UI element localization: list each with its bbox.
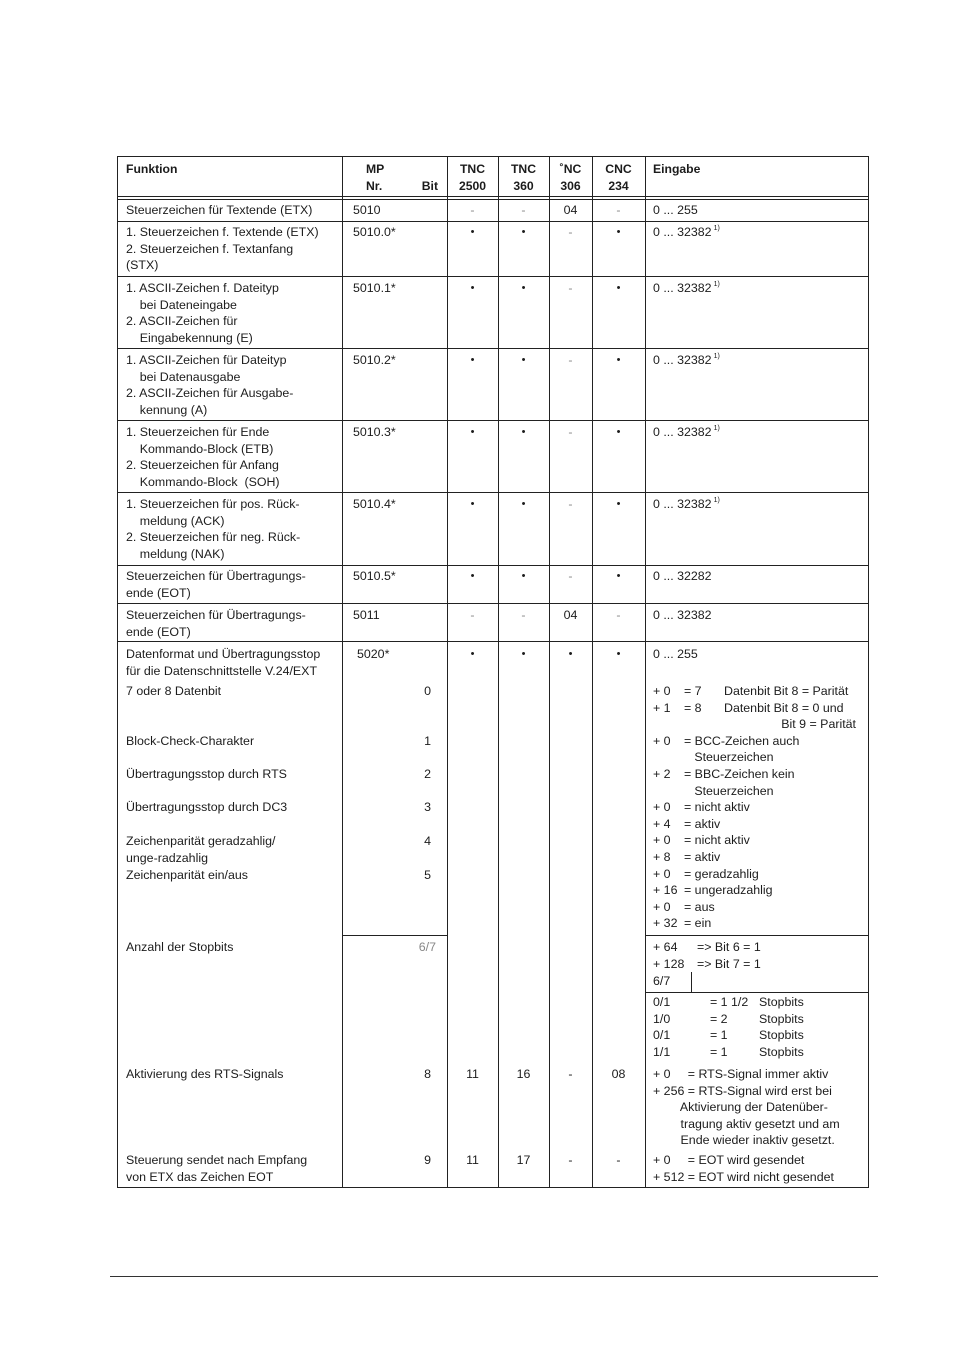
option-meaning: = ungeradzahlig [684,883,773,898]
option-meaning: = 8 [684,700,702,715]
bit-function-label: Übertragungsstop durch RTS [126,767,287,781]
bit-function-label: Zeichenparität ein/aus [126,868,248,882]
stopbit-unit: Stopbits [759,1028,804,1043]
control-value: 11 [466,1153,479,1167]
table-rule [117,196,869,197]
table-rule [592,156,593,1187]
option-text: + 0 = EOT wird gesendet [653,1153,805,1167]
mp-number: 5010.1* [353,281,396,295]
input-range: 0 ... 32382 [653,608,712,622]
control-availability: • [521,426,526,438]
mp-number: 5020* [357,647,390,661]
footnote-marker: 1) [713,497,720,504]
footnote-marker: 1) [713,353,720,360]
function-text: (STX) [126,258,159,273]
control-availability: - [521,608,526,622]
option-value: + 128 [653,957,685,971]
control-value: - [568,1067,573,1081]
table-rule [117,603,869,604]
control-availability: • [470,226,475,238]
function-text: kennung (A) [126,402,208,417]
control-availability: - [568,281,573,295]
function-text: 1. ASCII-Zeichen f. Dateityp [126,281,279,295]
control-availability: • [521,648,526,660]
stopbit-key: 1/0 [653,1011,671,1026]
table-rule [342,935,447,936]
option-detail: Bit 9 = Parität [781,717,856,732]
bit-function-label: Zeichenparität geradzahlig/ [126,834,276,848]
table-rule [549,156,550,1187]
option-meaning: Steuerzeichen [684,783,774,798]
option-meaning: = BCC-Zeichen auch [684,733,800,748]
option-value: + 2 [653,767,671,781]
input-range: 0 ... 32282 [653,569,712,583]
table-rule [498,156,499,1187]
stopbit-unit: Stopbits [759,1011,804,1026]
control-availability: • [521,282,526,294]
option-meaning: => Bit 7 = 1 [697,957,761,971]
function-text: Steuerzeichen für Übertragungs- [126,569,306,583]
control-availability: • [470,282,475,294]
function-text: 1. Steuerzeichen für Ende [126,425,270,439]
control-value: - [568,1153,573,1167]
option-value: + 16 [653,883,678,898]
control-availability: - [521,203,526,217]
mp-number: 5010.2* [353,353,396,367]
table-rule [117,565,869,566]
control-availability: - [470,608,475,622]
table-rule [117,276,869,277]
function-text: bei Dateneingabe [126,297,237,312]
mp-number: 5010.0* [353,225,396,239]
control-value: 16 [516,1067,531,1081]
header-tnc360: TNC [510,162,537,176]
mp-number: 5010.4* [353,497,396,511]
control-availability: - [616,608,621,622]
function-text: meldung (NAK) [126,546,225,561]
header-nc306-num: 306 [560,179,581,193]
function-text: Steuerzeichen für Übertragungs- [126,608,306,622]
control-availability: - [470,203,475,217]
control-value: 08 [611,1067,626,1081]
control-availability: • [521,354,526,366]
function-text: Datenformat und Übertragungsstop [126,647,321,661]
header-tnc2500: TNC [459,162,486,176]
table-rule [645,992,869,993]
header-nc306: ˚NC [559,162,582,176]
option-meaning: => Bit 6 = 1 [697,940,761,954]
option-meaning: = BBC-Zeichen kein [684,767,795,781]
option-value: + 0 [653,833,671,848]
input-range: 0 ... 32382 $^{1)}$ [653,353,720,367]
option-value: + 1 [653,700,671,715]
option-meaning: = 7 [684,684,702,698]
function-text: Kommando-Block (ETB) [126,441,274,456]
bit-number: 4 [424,834,431,848]
stopbit-value: = 1 [710,1028,728,1043]
bit-function-label: von ETX das Zeichen EOT [126,1169,274,1184]
bit-function-label: 7 oder 8 Datenbit [126,684,222,698]
option-text: tragung aktiv gesetzt und am [653,1116,840,1131]
control-availability: • [568,648,573,660]
bit-function-label: Übertragungsstop durch DC3 [126,800,288,814]
option-detail: Datenbit Bit 8 = Parität [724,684,849,698]
bit-number: 6/7 [418,940,436,954]
header-funktion: Funktion [126,162,178,176]
control-availability: - [568,425,573,439]
function-text: 2. Steuerzeichen für Anfang [126,458,279,473]
bit-function-label: Anzahl der Stopbits [126,940,234,954]
option-detail: Datenbit Bit 8 = 0 und [724,700,844,715]
function-text: bei Datenausgabe [126,369,241,384]
table-rule [645,156,646,1187]
control-value: - [616,1153,621,1167]
stopbit-value: = 1 1/2 [710,995,749,1009]
table-rule [117,420,869,421]
option-meaning: = geradzahlig [684,866,759,881]
bit-function-label: Block-Check-Charakter [126,734,255,748]
mp-number: 5010.5* [353,569,396,583]
footer-rule [110,1276,878,1277]
table-rule [117,221,869,222]
option-value: + 0 [653,800,671,815]
bit-function-label: unge-radzahlig [126,851,208,865]
header-tnc2500-num: 2500 [458,179,487,193]
control-availability: • [521,226,526,238]
control-availability: • [521,498,526,510]
bit-number: 9 [424,1153,431,1167]
footnote-marker: 1) [713,425,720,432]
option-text: + 0 = RTS-Signal immer aktiv [653,1067,829,1081]
control-availability: - [568,569,573,583]
control-availability: - [568,497,573,511]
input-range: 0 ... 32382 $^{1)}$ [653,225,720,239]
header-cnc234: CNC [605,162,632,176]
stopbit-value: = 2 [710,1011,728,1026]
stopbit-unit: Stopbits [759,1044,804,1059]
header-mp: MP [366,162,385,176]
table-rule [117,156,869,157]
control-availability: • [470,426,475,438]
footnote-marker: 1) [713,281,720,288]
header-tnc360-num: 360 [513,179,534,193]
function-text: Eingabekennung (E) [126,330,253,345]
option-text: Ende wieder inaktiv gesetzt. [653,1133,835,1148]
option-text: + 256 = RTS-Signal wird erst bei [653,1083,832,1098]
table-rule [117,641,869,642]
option-meaning: = nicht aktiv [684,833,750,848]
table-rule [117,348,869,349]
header-mp-nr: Nr. [366,179,383,193]
control-value: 11 [466,1067,479,1081]
bit-number: 0 [424,684,431,698]
control-availability: • [616,498,621,510]
mp-number: 5010.3* [353,425,396,439]
control-availability: 04 [563,608,578,622]
input-range: 0 ... 255 [653,647,698,661]
option-meaning: Steuerzeichen [684,750,774,765]
bit-number: 5 [424,868,431,882]
function-text: 1. Steuerzeichen für pos. Rück- [126,497,300,511]
table-rule [117,1187,869,1188]
option-value: + 0 [653,899,671,914]
stopbit-key: 0/1 [653,1028,671,1043]
footnote-marker: 1) [713,225,720,232]
function-text: Kommando-Block (SOH) [126,474,280,489]
option-text: Aktivierung der Datenüber- [653,1100,828,1115]
bit-function-label: Steuerung sendet nach Empfang [126,1153,308,1167]
option-value: + 0 [653,733,671,748]
table-rule [117,492,869,493]
function-text: 2. Steuerzeichen für neg. Rück- [126,530,301,545]
control-availability: • [616,648,621,660]
control-availability: 04 [563,203,578,217]
table-rule [117,199,869,200]
control-availability: • [521,570,526,582]
table-rule [645,935,869,936]
table-rule [447,156,448,1187]
bit-number: 1 [424,734,431,748]
option-value: + 4 [653,816,671,831]
option-meaning: = ein [684,916,712,931]
mp-number: 5011 [353,608,380,622]
control-availability: • [616,570,621,582]
option-value: + 8 [653,850,671,864]
control-availability: • [616,354,621,366]
function-text: ende (EOT) [126,624,191,639]
control-value: 17 [516,1153,531,1167]
control-availability: - [616,203,621,217]
function-text: für die Datenschnittstelle V.24/EXT [126,663,318,678]
input-range: 0 ... 32382 $^{1)}$ [653,281,720,295]
option-meaning: = aktiv [684,850,721,864]
stopbit-unit: Stopbits [759,995,804,1009]
function-text: Steuerzeichen für Textende (ETX) [126,203,313,217]
table-rule [691,972,692,992]
stopbit-key: 1/1 [653,1044,671,1059]
control-availability: - [568,353,573,367]
bit-number: 8 [424,1067,431,1081]
control-availability: • [470,498,475,510]
function-text: 1. ASCII-Zeichen für Dateityp [126,353,287,367]
control-availability: • [470,354,475,366]
mp-number: 5010 [353,203,381,217]
control-availability: • [470,570,475,582]
stopbit-value: = 1 [710,1044,728,1059]
option-value: + 0 [653,866,671,881]
control-availability: • [616,226,621,238]
table-rule [868,156,869,1188]
function-text: 2. ASCII-Zeichen für [126,314,238,329]
option-value: + 64 [653,940,678,954]
table-rule [117,156,118,1188]
function-text: 2. Steuerzeichen f. Textanfang [126,241,294,256]
option-value: + 32 [653,916,678,931]
option-text: + 512 = EOT wird nicht gesendet [653,1169,834,1184]
table-rule [342,156,343,1187]
input-range: 0 ... 32382 $^{1)}$ [653,425,720,439]
control-availability: - [568,225,573,239]
control-availability: • [470,648,475,660]
function-text: meldung (ACK) [126,513,225,528]
bit-number: 3 [424,800,431,814]
option-meaning: = aktiv [684,816,721,831]
control-availability: • [616,426,621,438]
input-range: 0 ... 255 [653,203,698,217]
option-meaning: = aus [684,899,715,914]
control-availability: • [616,282,621,294]
header-cnc234-num: 234 [608,179,629,193]
bit-function-label: Aktivierung des RTS-Signals [126,1067,284,1081]
option-meaning: = nicht aktiv [684,800,750,815]
bit-number: 2 [424,767,431,781]
input-range: 0 ... 32382 $^{1)}$ [653,497,720,511]
header-eingabe: Eingabe [653,162,701,176]
option-value: + 0 [653,684,671,698]
stopbit-header: 6/7 [653,974,671,988]
header-bit: Bit [421,179,438,193]
stopbit-key: 0/1 [653,995,671,1009]
function-text: ende (EOT) [126,585,191,600]
function-text: 1. Steuerzeichen f. Textende (ETX) [126,225,319,239]
function-text: 2. ASCII-Zeichen für Ausgabe- [126,386,294,401]
